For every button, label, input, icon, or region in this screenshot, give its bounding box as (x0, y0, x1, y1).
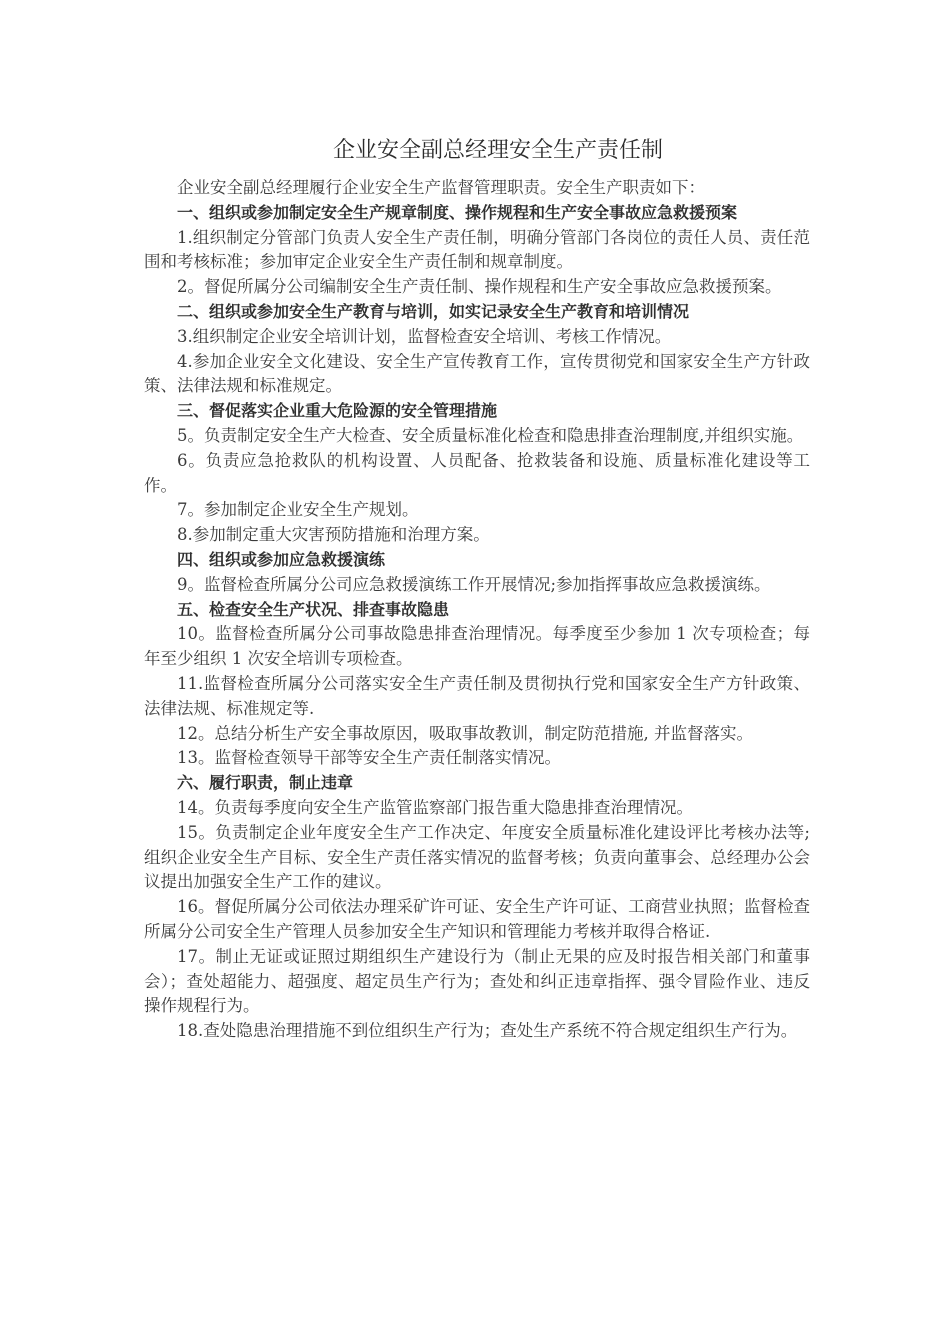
intro-paragraph: 企业安全副总经理履行企业安全生产监督管理职责。安全生产职责如下： (177, 178, 705, 197)
section-heading: 三、督促落实企业重大危险源的安全管理措施 (177, 401, 498, 421)
clause-paragraph: 17。制止无证或证照过期组织生产建设行为（制止无果的应及时报告相关部门和董事会）；查处超能力、超强度、超定员生产行为；查处和纠正违章指挥、强令冒险作业、违反操作规程行为。 (144, 946, 810, 1016)
clause-paragraph: 1.组织制定分管部门负责人安全生产责任制，明确分管部门各岗位的责任人员、责任范围和考核标准；参加审定企业安全生产责任制和规章制度。 (144, 227, 810, 272)
clause-paragraph: 12。总结分析生产安全事故原因，吸取事故教训，制定防范措施, 并监督落实。 (177, 723, 753, 743)
clause-paragraph: 16。督促所属分公司依法办理采矿许可证、安全生产许可证、工商营业执照；监督检查所属分公司安全生产管理人员参加安全生产知识和管理能力考核并取得合格证. (144, 897, 810, 941)
clause-paragraph: 6。负责应急抢救队的机构设置、人员配备、抢救装备和设施、质量标准化建设等工作。 (144, 450, 810, 495)
clause-paragraph: 9。监督检查所属分公司应急救援演练工作开展情况;参加指挥事故应急救援演练。 (177, 574, 771, 594)
clause-paragraph: 3.组织制定企业安全培训计划，监督检查安全培训、考核工作情况。 (177, 326, 672, 346)
section-heading: 六、履行职责，制止违章 (177, 773, 354, 793)
document-title: 企业安全副总经理安全生产责任制 (332, 138, 663, 163)
document-body (144, 176, 810, 1044)
clause-paragraph: 11.监督检查所属分公司落实安全生产责任制及贯彻执行党和国家安全生产方针政策、法律法规、标准规定等. (144, 673, 810, 718)
section-heading: 四、组织或参加应急救援演练 (177, 549, 386, 569)
clause-paragraph: 13。监督检查领导干部等安全生产责任制落实情况。 (177, 748, 561, 768)
clause-paragraph: 5。负责制定安全生产大检查、安全质量标准化检查和隐患排查治理制度,并组织实施。 (177, 425, 804, 445)
section-heading: 五、检查安全生产状况、排查事故隐患 (177, 599, 450, 619)
clause-paragraph: 8.参加制定重大灾害预防措施和治理方案。 (177, 525, 490, 545)
clause-paragraph: 4.参加企业安全文化建设、安全生产宣传教育工作，宣传贯彻党和国家安全生产方针政策、法律法规和标准规定。 (144, 351, 810, 396)
clause-paragraph: 14。负责每季度向安全生产监管监察部门报告重大隐患排查治理情况。 (177, 797, 693, 817)
clause-paragraph: 7。参加制定企业安全生产规划。 (177, 500, 419, 520)
section-heading: 二、组织或参加安全生产教育与培训，如实记录安全生产教育和培训情况 (177, 301, 690, 321)
clause-paragraph: 15。负责制定企业年度安全生产工作决定、年度安全质量标准化建设评比考核办法等;组织企业安全生产目标、安全生产责任落实情况的监督考核；负责向董事会、总经理办公会议提出加强安全生产工作的建议。 (144, 822, 810, 892)
clause-paragraph: 18.查处隐患治理措施不到位组织生产行为；查处生产系统不符合规定组织生产行为。 (177, 1021, 798, 1041)
clause-paragraph: 2。督促所属分公司编制安全生产责任制、操作规程和生产安全事故应急救援预案。 (177, 277, 782, 297)
clause-paragraph: 10。监督检查所属分公司事故隐患排查治理情况。每季度至少参加 1 次专项检查；每年至少组织 1 次安全培训专项检查。 (144, 624, 810, 669)
section-heading: 一、组织或参加制定安全生产规章制度、操作规程和生产安全事故应急救援预案 (177, 202, 738, 222)
